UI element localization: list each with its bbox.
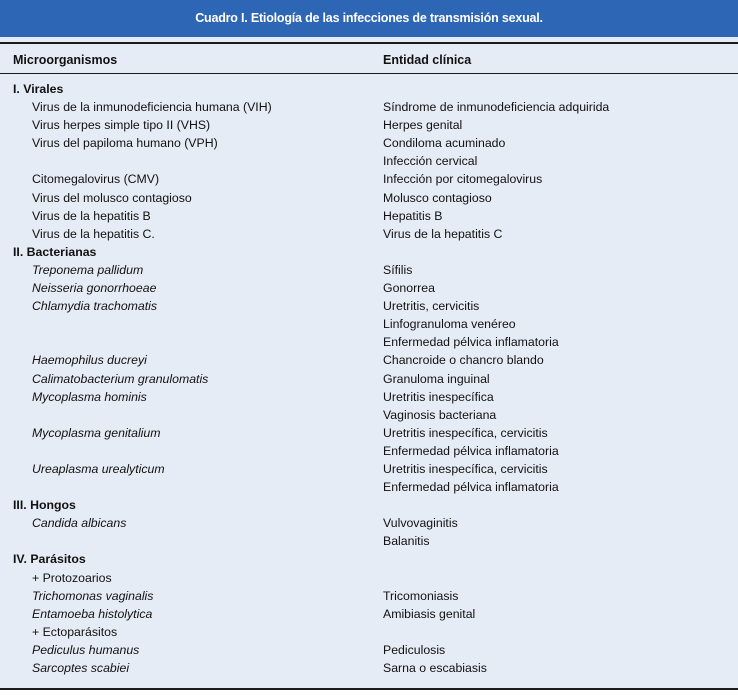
table-row: [0, 315, 738, 333]
table-row: [0, 351, 738, 369]
header-entidad-clinica: Entidad clínica: [383, 53, 472, 67]
section-heading: I. Virales: [13, 82, 64, 96]
table-row: [0, 460, 738, 478]
table-row: [0, 659, 738, 677]
clinical-entity-cell: Vaginosis bacteriana: [383, 407, 497, 422]
header-microorganismos: Microorganismos: [13, 53, 118, 67]
clinical-entity-cell: Sífilis: [383, 262, 413, 277]
clinical-entity-cell: Chancroide o chancro blando: [383, 353, 544, 368]
section-row: [0, 550, 738, 568]
table-row: [0, 134, 738, 152]
clinical-entity-cell: Balanitis: [383, 534, 430, 549]
microorganism-cell: Virus de la hepatitis C.: [32, 226, 155, 241]
clinical-entity-cell: Tricomoniasis: [383, 588, 459, 603]
clinical-entity-cell: Pediculosis: [383, 642, 446, 657]
table-row: [0, 207, 738, 225]
clinical-entity-cell: Uretritis inespecífica, cervicitis: [383, 461, 548, 476]
table-row: [0, 623, 738, 641]
microorganism-cell: Virus del molusco contagioso: [32, 190, 192, 205]
table-row: [0, 261, 738, 279]
microorganism-cell: Neisseria gonorrhoeae: [32, 281, 157, 296]
microorganism-cell: Mycoplasma hominis: [32, 389, 147, 404]
clinical-entity-cell: Síndrome de inmunodeficiencia adquirida: [383, 100, 610, 115]
clinical-entity-cell: Enfermedad pélvica inflamatoria: [383, 443, 559, 458]
table-row: [0, 587, 738, 605]
microorganism-cell: Virus herpes simple tipo II (VHS): [32, 118, 211, 133]
table-row: [0, 297, 738, 315]
microorganism-cell: Treponema pallidum: [32, 262, 144, 277]
table-row: [0, 279, 738, 297]
clinical-entity-cell: Linfogranuloma venéreo: [383, 317, 516, 332]
microorganism-cell: + Ectoparásitos: [32, 624, 118, 639]
microorganism-cell: Calimatobacterium granulomatis: [32, 371, 209, 386]
microorganism-cell: + Protozoarios: [32, 570, 112, 585]
table-row: [0, 605, 738, 623]
table-row: [0, 189, 738, 207]
table-row: [0, 406, 738, 424]
table-row: [0, 98, 738, 116]
clinical-entity-cell: Uretritis inespecífica, cervicitis: [383, 425, 548, 440]
clinical-entity-cell: Amibiasis genital: [383, 606, 476, 621]
table-row: [0, 569, 738, 587]
clinical-entity-cell: Infección cervical: [383, 154, 478, 169]
microorganism-cell: Haemophilus ducreyi: [32, 353, 147, 368]
section-heading: III. Hongos: [13, 498, 76, 513]
clinical-entity-cell: Sarna o escabiasis: [383, 661, 487, 675]
clinical-entity-cell: Hepatitis B: [383, 208, 443, 223]
clinical-entity-cell: Enfermedad pélvica inflamatoria: [383, 335, 559, 350]
microorganism-cell: Virus del papiloma humano (VPH): [32, 136, 218, 151]
table-row: [0, 514, 738, 532]
table-row: [0, 152, 738, 170]
section-heading: II. Bacterianas: [13, 244, 97, 259]
microorganism-cell: Citomegalovirus (CMV): [32, 172, 160, 187]
clinical-entity-cell: Infección por citomegalovirus: [383, 172, 543, 187]
clinical-entity-cell: Molusco contagioso: [383, 190, 492, 205]
table-title: Cuadro I. Etiología de las infecciones de transmisión sexual.: [0, 0, 738, 37]
clinical-entity-cell: Enfermedad pélvica inflamatoria: [383, 480, 559, 495]
microorganism-cell: Mycoplasma genitalium: [32, 425, 161, 440]
table-body: [0, 80, 738, 677]
table-row: [0, 442, 738, 460]
table-row: [0, 225, 738, 243]
microorganism-cell: Trichomonas vaginalis: [32, 588, 154, 603]
section-row: [0, 243, 738, 261]
section-row: [0, 80, 738, 98]
section-row: [0, 496, 738, 514]
table-header-row: [0, 42, 738, 74]
clinical-entity-cell: Vulvovaginitis: [383, 516, 458, 531]
clinical-entity-cell: Herpes genital: [383, 118, 463, 133]
clinical-entity-cell: Gonorrea: [383, 281, 435, 296]
clinical-entity-cell: Uretritis inespecífica: [383, 389, 494, 404]
clinical-entity-cell: Uretritis, cervicitis: [383, 299, 480, 314]
table-row: [0, 478, 738, 496]
microorganism-cell: Chlamydia trachomatis: [32, 299, 158, 314]
table-row: [0, 388, 738, 406]
microorganism-cell: Entamoeba histolytica: [32, 606, 153, 621]
clinical-entity-cell: Granuloma inguinal: [383, 371, 490, 386]
microorganism-cell: Ureaplasma urealyticum: [32, 461, 165, 476]
table-row: [0, 116, 738, 134]
table-row: [0, 370, 738, 388]
microorganism-cell: Virus de la inmunodeficiencia humana (VIH): [32, 100, 272, 115]
section-heading: IV. Parásitos: [13, 552, 86, 567]
table-row: [0, 170, 738, 188]
table-row: [0, 532, 738, 550]
table-row: [0, 333, 738, 351]
microorganism-cell: Candida albicans: [32, 516, 127, 531]
table-row: [0, 641, 738, 659]
microorganism-cell: Pediculus humanus: [32, 642, 140, 657]
microorganism-cell: Virus de la hepatitis B: [32, 208, 151, 223]
microorganism-cell: Sarcoptes scabiei: [32, 661, 130, 675]
table-row: [0, 424, 738, 442]
clinical-entity-cell: Condiloma acuminado: [383, 136, 506, 151]
clinical-entity-cell: Virus de la hepatitis C: [383, 226, 503, 241]
